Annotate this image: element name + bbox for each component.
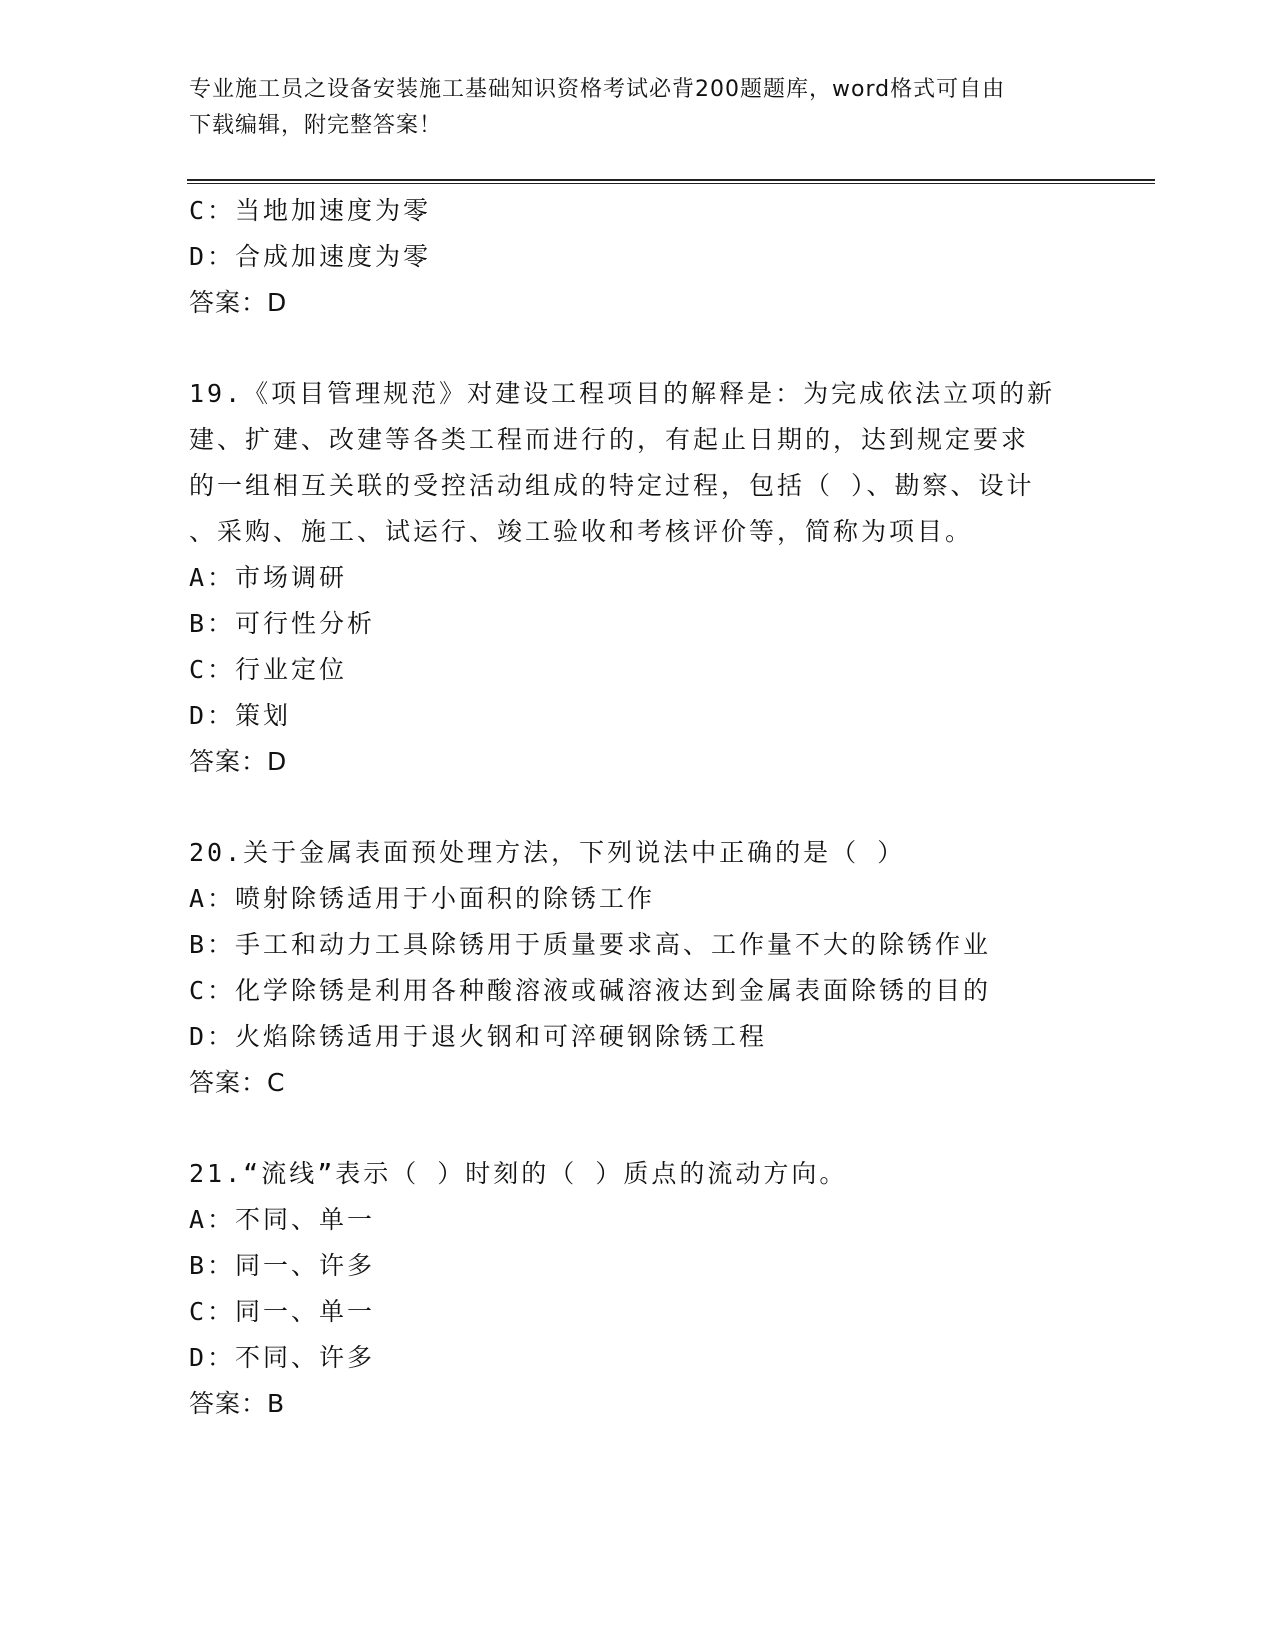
header-line-2: 下载编辑，附完整答案！ bbox=[189, 113, 443, 138]
header-line-1: 专业施工员之设备安装施工基础知识资格考试必背200题题库，word格式可自由 bbox=[189, 77, 1006, 102]
answer-line: 答案：C bbox=[189, 1068, 286, 1097]
answer-line: 答案：D bbox=[189, 288, 288, 317]
question-21 bbox=[189, 1151, 1109, 1427]
option-c: C：行业定位 bbox=[189, 655, 348, 684]
question-stem-line: 20.关于金属表面预处理方法，下列说法中正确的是（ ） bbox=[189, 838, 906, 867]
answer-line: 答案：B bbox=[189, 1389, 286, 1418]
option-c: C：当地加速度为零 bbox=[189, 196, 432, 225]
option-d: D：策划 bbox=[189, 701, 292, 730]
option-d: D：火焰除锈适用于退火钢和可淬硬钢除锈工程 bbox=[189, 1022, 768, 1051]
question-20 bbox=[189, 830, 1109, 1106]
option-a: A：不同、单一 bbox=[189, 1205, 376, 1234]
question-stem-line: 、采购、施工、试运行、竣工验收和考核评价等，简称为项目。 bbox=[189, 517, 974, 546]
question-stem-line: 建、扩建、改建等各类工程而进行的，有起止日期的，达到规定要求 bbox=[189, 425, 1030, 454]
document-header bbox=[189, 72, 1089, 144]
option-c: C：化学除锈是利用各种酸溶液或碱溶液达到金属表面除锈的目的 bbox=[189, 976, 992, 1005]
option-c: C：同一、单一 bbox=[189, 1297, 376, 1326]
answer-line: 答案：D bbox=[189, 747, 288, 776]
option-d: D：不同、许多 bbox=[189, 1343, 376, 1372]
question-stem-line: 19.《项目管理规范》对建设工程项目的解释是：为完成依法立项的新 bbox=[189, 379, 1056, 408]
header-divider bbox=[187, 179, 1155, 184]
question-18-tail bbox=[189, 188, 1109, 326]
option-b: B：可行性分析 bbox=[189, 609, 376, 638]
question-stem-line: 的一组相互关联的受控活动组成的特定过程，包括（ ）、勘察、设计 bbox=[189, 471, 1035, 500]
option-b: B：手工和动力工具除锈用于质量要求高、工作量不大的除锈作业 bbox=[189, 930, 992, 959]
option-a: A：市场调研 bbox=[189, 563, 348, 592]
option-b: B：同一、许多 bbox=[189, 1251, 376, 1280]
document-body bbox=[189, 188, 1109, 1427]
option-a: A：喷射除锈适用于小面积的除锈工作 bbox=[189, 884, 656, 913]
question-19 bbox=[189, 371, 1109, 785]
question-stem-line: 21.“流线”表示（ ）时刻的（ ）质点的流动方向。 bbox=[189, 1159, 848, 1188]
option-d: D：合成加速度为零 bbox=[189, 242, 432, 271]
